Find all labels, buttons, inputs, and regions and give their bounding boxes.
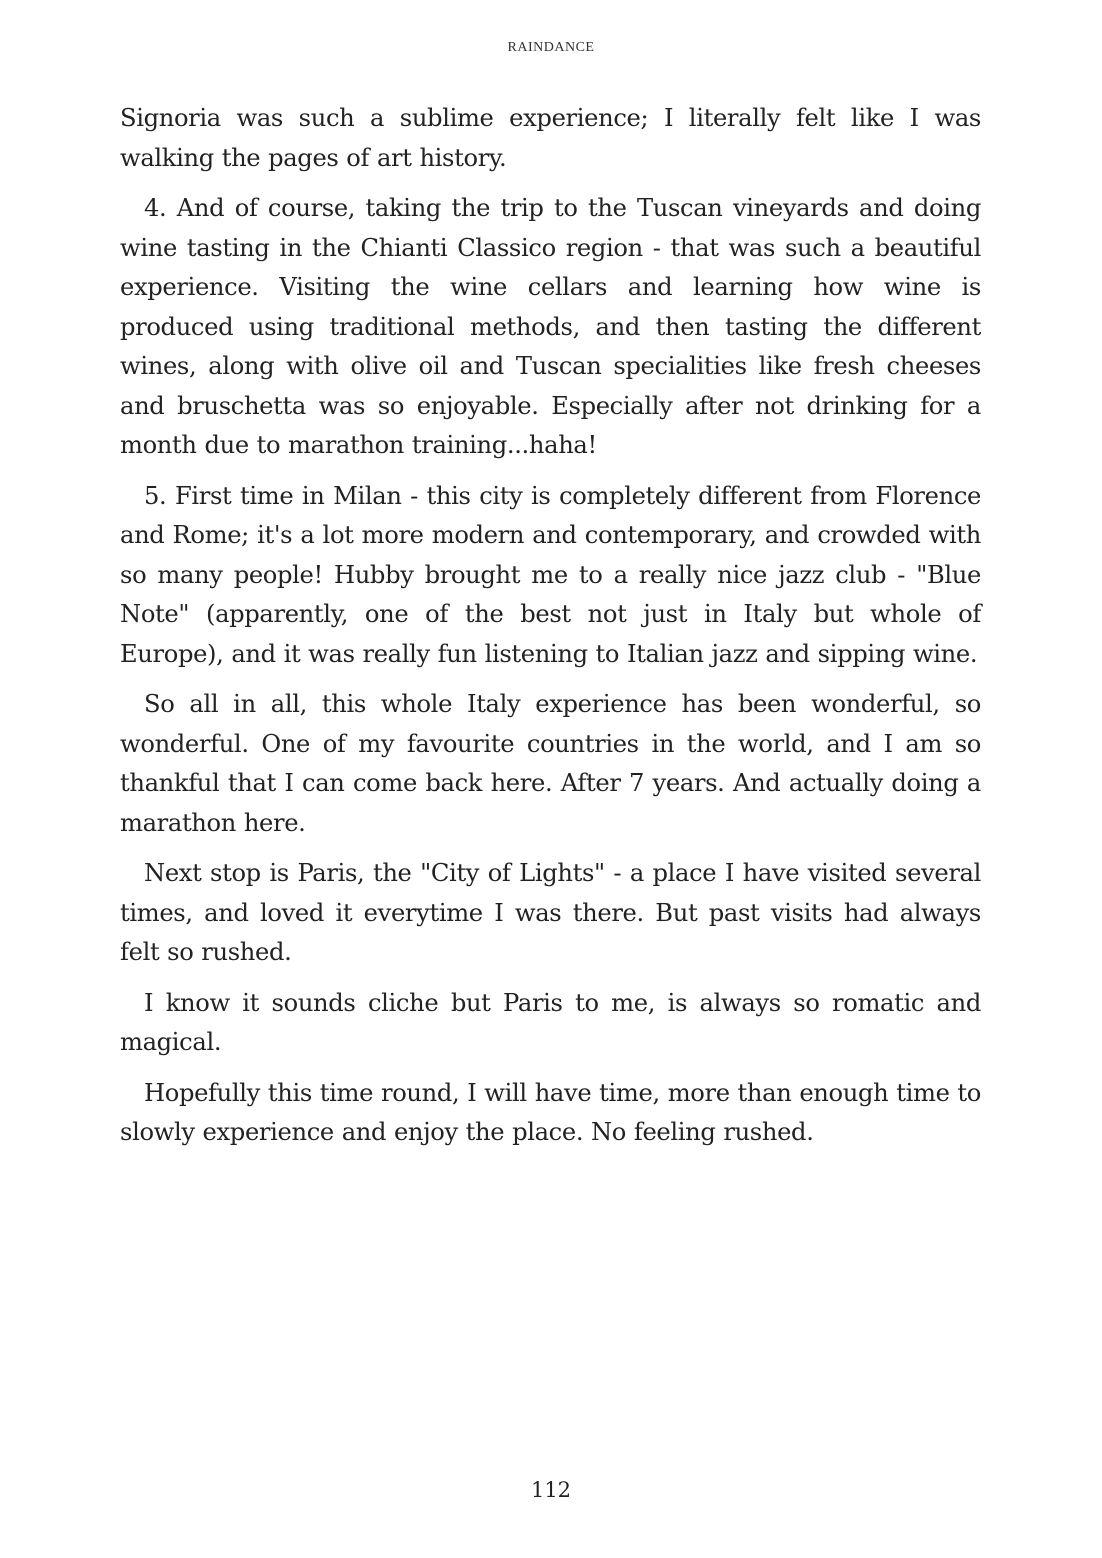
- paragraph-paris: Next stop is Paris, the "City of Lights" - a place I have visited several times, and loved it everytime I was there. But past visits had always felt so rushed.: [120, 859, 981, 966]
- paragraph-milan: 5. First time in Milan - this city is completely different from Florence and Rome; it's a lot more modern and contemporary, and crowded with so many people! Hubby brought me to a really nice jazz club - "Blue Note" (apparently, one of the best not just in Italy but whole of Europe), and it was really fun listening to Italian jazz and sipping wine.: [120, 481, 981, 668]
- body-text: [120, 99, 981, 1164]
- paragraph-italy-summary: So all in all, this whole Italy experience has been wonderful, so wonderful. One of my favourite countries in the world, and I am so thankful that I can come back here. After 7 years. And actually doing a marathon here.: [120, 690, 981, 837]
- page-number: 112: [530, 1478, 572, 1502]
- running-head: RAINDANCE: [507, 40, 595, 55]
- paragraph-paris-romantic: I know it sounds cliche but Paris to me, is always so romatic and magical.: [120, 988, 981, 1056]
- paragraph-continued: Signoria was such a sublime experience; I literally felt like I was walking the pages of art history.: [120, 104, 981, 172]
- paragraph-hopefully: Hopefully this time round, I will have time, more than enough time to slowly experience and enjoy the place. No feeling rushed.: [120, 1078, 981, 1146]
- paragraph-tuscan-vineyards: 4. And of course, taking the trip to the Tuscan vineyards and doing wine tasting in the Chianti Classico region - that was such a beautiful experience. Visiting the wine cellars and learning how wine is produced using traditional methods, and then tasting the different wines, along with olive oil and Tuscan specialities like fresh cheeses and bruschetta was so enjoyable. Especially after not drinking for a month due to marathon training...haha!: [120, 194, 981, 459]
